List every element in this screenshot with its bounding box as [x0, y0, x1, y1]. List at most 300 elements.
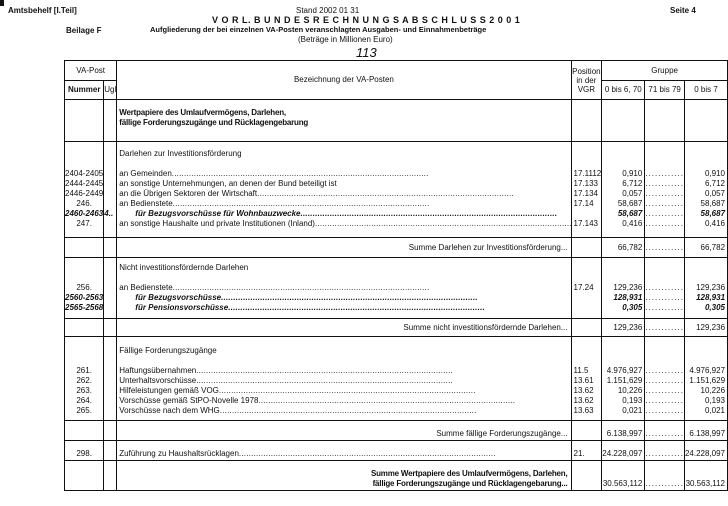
ugl-value — [104, 283, 116, 293]
description-cell — [117, 100, 571, 142]
va-number: 2565-2568 — [65, 303, 104, 312]
va-number — [65, 118, 103, 128]
group-2-value — [645, 356, 684, 366]
sum-label: Summe nicht investitionsfördernde Darlehen... — [403, 323, 568, 332]
group-1-value — [602, 149, 644, 159]
group-2-value — [645, 118, 684, 128]
group-1-value: 4.976,927 — [606, 366, 643, 375]
group-1-cell — [602, 319, 645, 337]
item-label — [117, 303, 570, 313]
item-label-text: an sonstige Haushalte und private Institutionen (Inland) — [119, 219, 315, 228]
item-label — [117, 283, 570, 293]
number-cell — [65, 142, 104, 238]
va-number: 2444-2445 — [65, 179, 104, 188]
item-label — [117, 386, 570, 396]
vgr-position — [572, 293, 602, 303]
group-2-cell — [645, 238, 685, 258]
ugl-cell — [104, 461, 117, 491]
va-number — [65, 273, 103, 283]
ugl-value — [104, 479, 116, 489]
group-3-value — [685, 356, 727, 366]
group-3-value: 129,236 — [696, 283, 726, 292]
group-2-cell — [645, 337, 685, 421]
position-cell — [571, 100, 602, 142]
leader-dots — [228, 303, 570, 313]
group-1-value: 128,931 — [613, 293, 643, 302]
group-3-cell — [684, 421, 727, 441]
section-heading: Nicht investitionsfördernde Darlehen — [119, 263, 249, 272]
item-label-text: Zuführung zu Haushaltsrücklagen — [119, 449, 239, 458]
group-1-value: 6.138,997 — [606, 429, 643, 438]
ugl-value — [104, 429, 116, 439]
vgr-position: 13.61 — [573, 376, 594, 385]
group-2-value: ............ — [645, 283, 684, 292]
position-cell — [571, 337, 602, 421]
group-1-value: 58,687 — [617, 209, 643, 218]
item-label: fällige Forderungszugänge und Rücklagengebarung — [119, 118, 309, 127]
group-2-cell — [645, 258, 685, 319]
ugl-value — [104, 243, 116, 253]
group-3-value — [685, 346, 727, 356]
item-label-text: für Bezugsvorschüsse — [135, 293, 222, 302]
position-cell — [571, 319, 602, 337]
ugl-value: 4.. — [104, 209, 114, 218]
position-cell — [571, 441, 602, 461]
group-2-cell — [645, 100, 685, 142]
group-2-value: ............ — [645, 479, 684, 488]
leader-dots — [173, 199, 571, 209]
group-2-cell — [645, 142, 685, 238]
ugl-header: Ugl — [104, 81, 117, 100]
beilage-label: Beilage F — [66, 26, 102, 35]
vgr-position: 17.134 — [573, 189, 598, 198]
stand-date: Stand 2002 01 31 — [296, 6, 360, 15]
item-label — [117, 169, 570, 179]
scan-mark — [0, 0, 4, 6]
ugl-value — [104, 376, 116, 386]
group-3-cell — [684, 441, 727, 461]
vgr-position: 13.62 — [573, 396, 594, 405]
description-cell — [117, 337, 571, 421]
va-number: 2404-2405 — [65, 169, 104, 178]
leader-dots — [219, 386, 571, 396]
group-1-value — [602, 469, 644, 479]
group-3-value — [685, 108, 727, 118]
item-label — [117, 449, 570, 459]
group-1-value: 0,305 — [622, 303, 643, 312]
group-2-value: ............ — [645, 366, 684, 375]
ugl-value — [104, 469, 116, 479]
item-label-text: für Bezugsvorschüsse für Wohnbauzwecke — [135, 209, 301, 218]
sum-label: Summe Wertpapiere des Umlaufvermögens, Darlehen, — [370, 469, 568, 478]
vgr-position — [572, 469, 602, 479]
va-number: 2446-2449 — [65, 189, 104, 198]
group-1-value: 0,193 — [622, 396, 643, 405]
ugl-value — [104, 108, 116, 118]
va-number — [65, 149, 103, 159]
item-label — [117, 293, 570, 303]
item-label — [117, 189, 570, 199]
group-2-value: ............ — [645, 323, 684, 332]
ugl-value — [104, 366, 116, 376]
va-number — [65, 479, 103, 489]
group-1-value: 58,687 — [617, 199, 643, 208]
va-number — [65, 108, 103, 118]
ugl-cell — [104, 100, 117, 142]
ugl-cell — [104, 142, 117, 238]
group-1-value: 0,910 — [622, 169, 643, 178]
group-3-value: 10,226 — [700, 386, 726, 395]
item-label — [117, 199, 570, 209]
ugl-cell — [104, 337, 117, 421]
va-number — [65, 356, 103, 366]
item-label-text: für Pensionsvorschüsse — [135, 303, 229, 312]
group-1-cell — [602, 258, 645, 319]
group-1-cell — [602, 100, 645, 142]
group-1-value: 24.228,097 — [602, 449, 643, 458]
group-1-cell — [602, 238, 645, 258]
item-label: an sonstige Unternehmungen, an denen der Bund beteiligt ist — [119, 179, 337, 188]
item-label — [117, 366, 570, 376]
va-number — [65, 243, 103, 253]
group-1-cell — [602, 142, 645, 238]
table-section — [65, 441, 728, 461]
group-1-value — [602, 273, 644, 283]
group-2-value: ............ — [645, 449, 684, 458]
number-cell — [65, 238, 104, 258]
va-number — [65, 159, 103, 169]
vgr-position: 17.133 — [573, 179, 598, 188]
group-2-value — [645, 159, 684, 169]
group-3-value: 66,782 — [700, 243, 726, 252]
section-heading: Fällige Forderungszugänge — [119, 346, 217, 355]
group-2-value — [645, 346, 684, 356]
ugl-value — [104, 159, 116, 169]
group-2-cell — [645, 319, 685, 337]
number-cell — [65, 461, 104, 491]
va-number: 298. — [76, 449, 92, 458]
leader-dots — [258, 396, 570, 406]
vgr-position: 17.14 — [573, 199, 594, 208]
page-number: Seite 4 — [670, 6, 696, 15]
table-section — [65, 142, 728, 238]
item-label-text: Vorschüsse nach dem WHG — [119, 406, 220, 415]
description-cell — [117, 258, 571, 319]
number-cell — [65, 421, 104, 441]
ugl-value — [104, 179, 116, 189]
table-section — [65, 337, 728, 421]
va-number: 246. — [76, 199, 92, 208]
group-2-value — [645, 108, 684, 118]
sum-label: Summe fällige Forderungszugänge... — [436, 429, 568, 438]
group-2-cell — [645, 421, 685, 441]
description-cell — [117, 421, 571, 441]
group-2-value: ............ — [645, 199, 684, 208]
section-heading: Darlehen zur Investitionsförderung — [119, 149, 242, 158]
position-header: Position in der VGR — [571, 61, 602, 100]
group-2-value: ............ — [645, 243, 684, 252]
va-post-header: VA-Post — [65, 61, 117, 81]
description-cell — [117, 238, 571, 258]
group-3-value: 4.976,927 — [689, 366, 726, 375]
leader-dots — [196, 376, 570, 386]
group-3-value: 0,305 — [704, 303, 726, 312]
group-1-value: 1.151,629 — [606, 376, 643, 385]
position-cell — [571, 142, 602, 238]
ugl-value — [104, 356, 116, 366]
item-label-text: an Bedienstete — [119, 199, 173, 208]
group-3-value: 0,021 — [704, 406, 726, 415]
ugl-value — [104, 189, 116, 199]
group-1-value: 0,416 — [622, 219, 643, 228]
group-3-value: 129,236 — [696, 323, 726, 332]
group-1-cell — [602, 461, 645, 491]
group-1-cell — [602, 421, 645, 441]
group-3-value: 58,687 — [700, 209, 726, 218]
group-3-value: 58,687 — [700, 199, 726, 208]
group-3-value — [685, 159, 727, 169]
va-number: 264. — [76, 396, 92, 405]
item-label: Wertpapiere des Umlaufvermögens, Darlehen, — [119, 108, 286, 117]
vgr-position: 11.5 — [573, 366, 589, 375]
group-2-value — [645, 263, 684, 273]
leader-dots — [301, 209, 571, 219]
table-section — [65, 100, 728, 142]
group-3-value: 0,910 — [704, 169, 726, 178]
item-label — [117, 159, 570, 169]
group-2-value: ............ — [645, 219, 684, 228]
document-title: V O R L. B U N D E S R E C H N U N G S A B S C H L U S S 2 0 0 1 — [212, 15, 521, 25]
group-1-value: 66,782 — [617, 243, 643, 252]
leader-dots — [173, 283, 571, 293]
leader-dots — [315, 219, 571, 229]
group-3-cell — [684, 100, 727, 142]
group-2-value: ............ — [645, 303, 684, 312]
group-1-cell — [602, 441, 645, 461]
group-3-value: 6,712 — [704, 179, 726, 188]
ugl-cell — [104, 441, 117, 461]
group-2-value: ............ — [645, 386, 684, 395]
vgr-position — [572, 479, 602, 489]
group-1-header: 0 bis 6, 70 — [602, 81, 645, 100]
vgr-position — [572, 273, 602, 283]
group-3-value — [685, 118, 727, 128]
description-cell — [117, 319, 571, 337]
number-cell — [65, 319, 104, 337]
number-cell — [65, 100, 104, 142]
item-label-text: an die Übrigen Sektoren der Wirtschaft — [119, 189, 258, 198]
item-label-text: Haftungsübernahmen — [119, 366, 197, 375]
va-number: 263. — [76, 386, 92, 395]
ugl-value — [104, 199, 116, 209]
ugl-value — [104, 169, 116, 179]
table-section — [65, 258, 728, 319]
group-3-cell — [684, 258, 727, 319]
item-label — [117, 406, 570, 416]
sum-label: Summe Darlehen zur Investitionsförderung... — [408, 243, 568, 252]
group-1-cell — [602, 337, 645, 421]
description-cell — [117, 441, 571, 461]
position-cell — [571, 258, 602, 319]
vgr-position — [572, 159, 602, 169]
ugl-value — [104, 449, 116, 459]
ugl-value — [104, 219, 116, 229]
group-1-value: 0,021 — [622, 406, 643, 415]
va-number: 261. — [76, 366, 92, 375]
group-1-value: 10,226 — [617, 386, 643, 395]
group-2-value: ............ — [645, 293, 684, 302]
unit-note: (Beträge in Millionen Euro) — [298, 35, 393, 44]
group-3-value: 24.228,097 — [684, 449, 726, 458]
group-2-value: ............ — [645, 429, 684, 438]
item-label — [117, 356, 570, 366]
va-number — [65, 469, 103, 479]
group-1-value — [602, 356, 644, 366]
group-1-value — [602, 118, 644, 128]
vgr-position — [572, 346, 602, 356]
vgr-position — [572, 263, 602, 273]
vgr-position: 21. — [573, 449, 585, 458]
group-2-value: ............ — [645, 406, 684, 415]
vgr-position: 17.24 — [573, 283, 594, 292]
bezeichnung-header: Bezeichnung der VA-Posten — [117, 61, 571, 100]
group-2-header: 71 bis 79 — [645, 81, 685, 100]
ugl-value — [104, 118, 116, 128]
group-3-cell — [684, 337, 727, 421]
group-3-value: 0,193 — [704, 396, 726, 405]
group-3-value: 6.138,997 — [689, 429, 726, 438]
item-label — [117, 273, 570, 283]
item-label-text: Vorschüsse gemäß StPO-Novelle 1978 — [119, 396, 259, 405]
group-2-value: ............ — [645, 179, 684, 188]
group-3-value — [685, 469, 727, 479]
description-cell — [117, 461, 571, 491]
ugl-cell — [104, 421, 117, 441]
group-2-value: ............ — [645, 376, 684, 385]
leader-dots — [220, 406, 571, 416]
group-1-value: 0,057 — [622, 189, 643, 198]
ugl-value — [104, 303, 116, 313]
group-3-value: 1.151,629 — [689, 376, 726, 385]
group-1-value: 30.563,112 — [602, 479, 643, 488]
va-number — [65, 346, 103, 356]
va-number: 247. — [76, 219, 92, 228]
group-2-cell — [645, 441, 685, 461]
ugl-value — [104, 386, 116, 396]
va-number — [65, 323, 103, 333]
leader-dots — [239, 449, 571, 459]
va-number — [65, 263, 103, 273]
va-number: 256. — [76, 283, 92, 292]
document-subtitle: Aufgliederung der bei einzelnen VA-Posten veranschlagten Ausgaben- und Einnahmenbeträge — [150, 25, 487, 34]
vgr-position — [572, 108, 602, 118]
vgr-position — [572, 243, 602, 253]
group-3-cell — [684, 142, 727, 238]
leader-dots — [257, 189, 570, 199]
leader-dots — [221, 293, 570, 303]
table-section — [65, 461, 728, 491]
group-1-value — [602, 108, 644, 118]
ugl-value — [104, 406, 116, 416]
item-label — [117, 209, 570, 219]
group-2-value: ............ — [645, 209, 684, 218]
position-cell — [571, 421, 602, 441]
ugl-value — [104, 263, 116, 273]
group-1-value: 129,236 — [613, 323, 643, 332]
ugl-value — [104, 396, 116, 406]
description-cell — [117, 142, 571, 238]
ugl-cell — [104, 258, 117, 319]
item-label — [117, 219, 570, 229]
va-number: 2460-2463 — [65, 209, 104, 218]
ugl-value — [104, 273, 116, 283]
vgr-position — [572, 209, 602, 219]
ugl-cell — [104, 319, 117, 337]
item-label-text: Unterhaltsvorschüsse — [119, 376, 197, 385]
item-label — [117, 396, 570, 406]
position-cell — [571, 238, 602, 258]
va-number: 262. — [76, 376, 92, 385]
vgr-position — [572, 118, 602, 128]
group-2-cell — [645, 461, 685, 491]
vgr-position — [572, 323, 602, 333]
group-2-value: ............ — [645, 396, 684, 405]
group-3-value — [685, 149, 727, 159]
group-3-value: 30.563,112 — [685, 479, 726, 488]
item-label — [117, 376, 570, 386]
group-3-value: 0,416 — [704, 219, 726, 228]
table-section — [65, 238, 728, 258]
va-number: 265. — [76, 406, 92, 415]
group-3-value: 0,057 — [704, 189, 726, 198]
group-3-value — [685, 273, 727, 283]
ugl-value — [104, 149, 116, 159]
nummer-header: Nummer — [65, 81, 104, 100]
leader-dots — [196, 366, 570, 376]
group-3-cell — [684, 461, 727, 491]
position-cell — [571, 461, 602, 491]
vgr-position — [572, 356, 602, 366]
va-number — [65, 429, 103, 439]
ugl-value — [104, 346, 116, 356]
va-number: 2560-2563 — [65, 293, 104, 302]
item-label-text: an Gemeinden — [119, 169, 172, 178]
group-3-cell — [684, 319, 727, 337]
group-1-value: 129,236 — [613, 283, 643, 292]
vgr-position: 17.143 — [573, 219, 598, 228]
vgr-position — [572, 149, 602, 159]
gruppe-header: Gruppe — [602, 61, 728, 81]
group-3-value: 128,931 — [696, 293, 726, 302]
group-1-value — [602, 346, 644, 356]
number-cell — [65, 258, 104, 319]
group-2-value: ............ — [645, 169, 684, 178]
item-label-text: Hilfeleistungen gemäß VOG — [119, 386, 219, 395]
ugl-value — [104, 293, 116, 303]
vgr-position: 13.63 — [573, 406, 594, 415]
group-1-value: 6,712 — [622, 179, 643, 188]
group-1-value — [602, 159, 644, 169]
table-section — [65, 421, 728, 441]
number-cell — [65, 337, 104, 421]
table-section — [65, 319, 728, 337]
allocation-table — [64, 60, 728, 491]
vgr-position: 17.1112 — [573, 169, 602, 178]
group-2-value — [645, 273, 684, 283]
vgr-position — [572, 429, 602, 439]
sum-label: fällige Forderungszugänge und Rücklagengebarung... — [372, 479, 568, 488]
group-1-value — [602, 263, 644, 273]
